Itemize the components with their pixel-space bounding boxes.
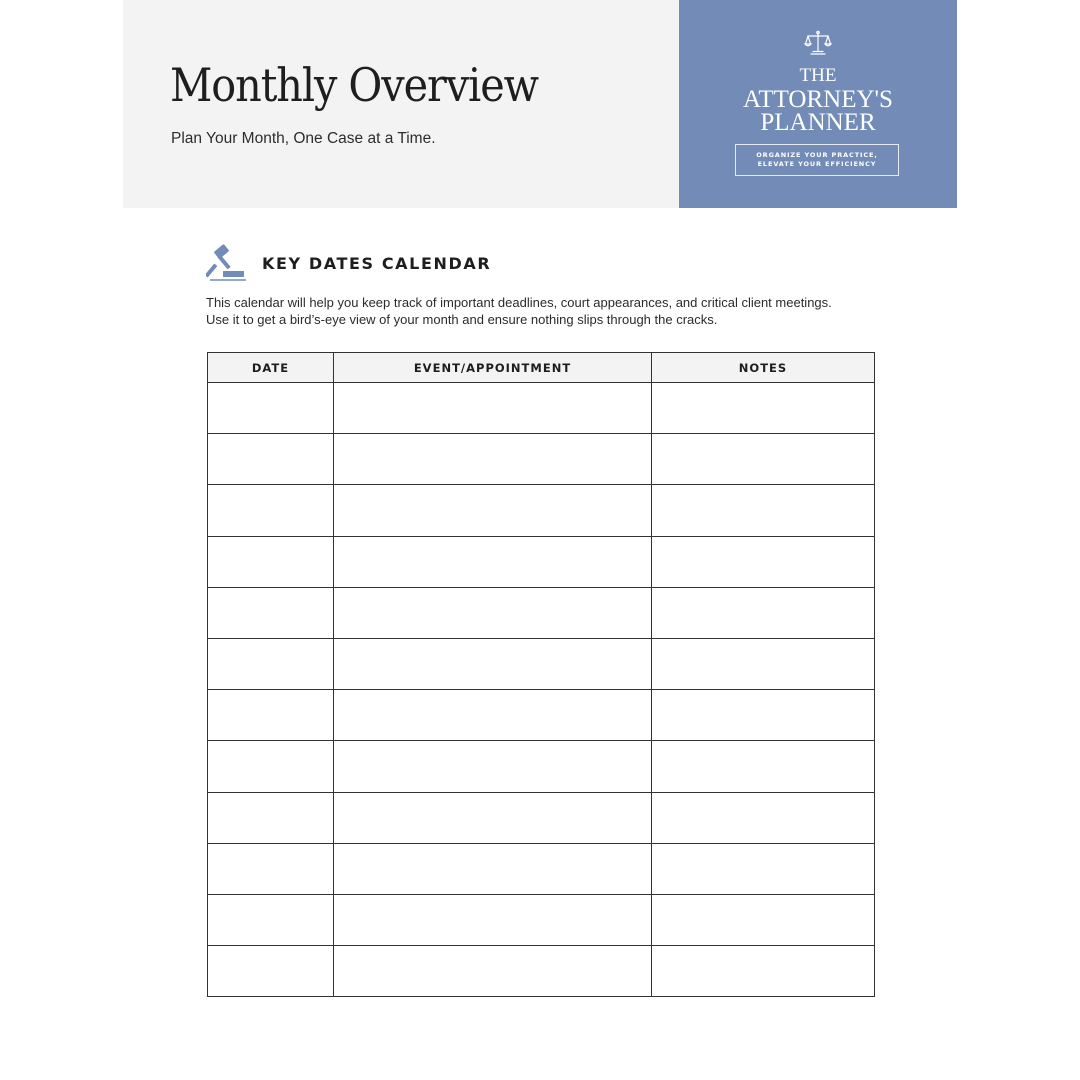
table-header-row: [208, 353, 875, 383]
notes-cell[interactable]: [652, 485, 875, 536]
section-heading: KEY DATES CALENDAR: [262, 254, 492, 273]
brand-planner: PLANNER: [760, 109, 876, 136]
event-cell[interactable]: [334, 587, 652, 638]
table-row: [208, 383, 875, 434]
date-cell[interactable]: [208, 587, 334, 638]
section-description: This calendar will help you keep track of important deadlines, court appearances, and critical client meetings. Use it to get a bird’s-eye view of your month and ensure nothing slips through the cracks.: [206, 295, 832, 327]
date-cell[interactable]: [208, 434, 334, 485]
notes-cell[interactable]: [652, 434, 875, 485]
notes-cell[interactable]: [652, 843, 875, 894]
table-row: [208, 587, 875, 638]
date-cell[interactable]: [208, 383, 334, 434]
event-cell[interactable]: [334, 690, 652, 741]
notes-cell[interactable]: [652, 741, 875, 792]
notes-cell[interactable]: [652, 587, 875, 638]
event-cell[interactable]: [334, 894, 652, 945]
date-cell[interactable]: [208, 638, 334, 689]
date-cell[interactable]: [208, 792, 334, 843]
date-cell[interactable]: [208, 741, 334, 792]
scales-of-justice-icon: [804, 30, 832, 56]
date-cell[interactable]: [208, 690, 334, 741]
event-cell[interactable]: [334, 946, 652, 997]
brand-tagline: [735, 144, 899, 176]
header-banner: [123, 0, 679, 208]
table-row: [208, 741, 875, 792]
notes-cell[interactable]: [652, 638, 875, 689]
event-cell[interactable]: [334, 485, 652, 536]
date-cell[interactable]: [208, 536, 334, 587]
brand-panel: [679, 0, 957, 208]
notes-cell[interactable]: [652, 946, 875, 997]
brand-the: THE: [799, 65, 837, 86]
date-cell[interactable]: [208, 485, 334, 536]
table-row: [208, 536, 875, 587]
event-cell[interactable]: [334, 741, 652, 792]
date-cell[interactable]: [208, 843, 334, 894]
column-header-date: DATE: [208, 353, 334, 383]
table-row: [208, 690, 875, 741]
table-row: [208, 434, 875, 485]
date-cell[interactable]: [208, 946, 334, 997]
event-cell[interactable]: [334, 536, 652, 587]
notes-cell[interactable]: [652, 894, 875, 945]
notes-cell[interactable]: [652, 536, 875, 587]
event-cell[interactable]: [334, 843, 652, 894]
notes-cell[interactable]: [652, 690, 875, 741]
notes-cell[interactable]: [652, 792, 875, 843]
gavel-icon: [206, 244, 248, 282]
tagline-line-2: ELEVATE YOUR EFFICIENCY: [757, 160, 877, 168]
event-cell[interactable]: [334, 792, 652, 843]
table-row: [208, 894, 875, 945]
event-cell[interactable]: [334, 383, 652, 434]
event-cell[interactable]: [334, 434, 652, 485]
table-row: [208, 843, 875, 894]
key-dates-table: [207, 352, 875, 997]
table-row: [208, 792, 875, 843]
brand-attorneys: ATTORNEY'S: [743, 86, 893, 113]
page-subtitle: Plan Your Month, One Case at a Time.: [171, 130, 436, 147]
table-row: [208, 638, 875, 689]
event-cell[interactable]: [334, 638, 652, 689]
column-header-notes: NOTES: [652, 353, 875, 383]
date-cell[interactable]: [208, 894, 334, 945]
table-row: [208, 946, 875, 997]
page-title: Monthly Overview: [170, 58, 538, 112]
brand-wordmark: [679, 66, 957, 134]
notes-cell[interactable]: [652, 383, 875, 434]
table-row: [208, 485, 875, 536]
tagline-line-1: ORGANIZE YOUR PRACTICE,: [756, 151, 878, 159]
column-header-event: EVENT/APPOINTMENT: [334, 353, 652, 383]
